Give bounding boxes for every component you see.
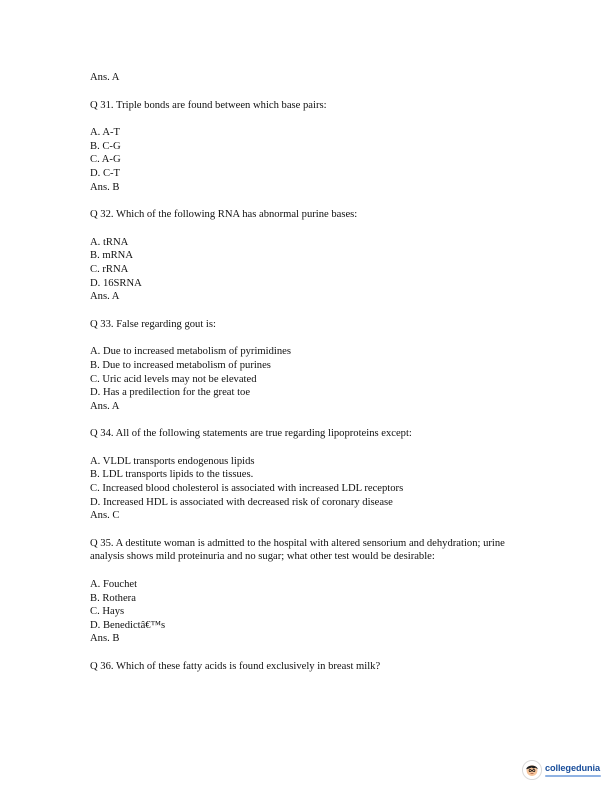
question-31-option-d: D. C-T xyxy=(90,167,121,179)
spacer xyxy=(90,564,520,578)
brand-tagline-mark xyxy=(545,775,601,777)
question-32-option-d: D. 16SRNA xyxy=(90,277,142,289)
question-35-answer: Ans. B xyxy=(90,633,120,645)
question-33-option-a: A. Due to increased metabolism of pyrimidines xyxy=(90,346,291,358)
spacer xyxy=(90,331,520,345)
question-31-prompt: Q 31. Triple bonds are found between which base pairs: xyxy=(90,99,327,111)
question-33-option-d: D. Has a predilection for the great toe xyxy=(90,387,251,399)
question-34-answer: Ans. C xyxy=(90,510,120,522)
question-34-option-a: A. VLDL transports endogenous lipids xyxy=(90,455,255,467)
question-32-answer: Ans. A xyxy=(90,291,120,303)
question-33-answer: Ans. A xyxy=(90,400,120,412)
question-32-prompt: Q 32. Which of the following RNA has abnormal purine bases: xyxy=(90,209,358,221)
question-33-option-b: B. Due to increased metabolism of purines xyxy=(90,359,271,371)
answer-line-intro: Ans. A xyxy=(90,72,120,83)
spacer xyxy=(90,304,520,318)
spacer xyxy=(90,523,520,537)
brand-name: collegedunia xyxy=(545,763,600,773)
question-31-option-c: C. A-G xyxy=(90,154,121,166)
spacer xyxy=(90,222,520,236)
brand-logo xyxy=(522,757,602,783)
question-31-answer: Ans. B xyxy=(90,181,120,193)
question-31-option-a: A. A-T xyxy=(90,127,121,139)
spacer xyxy=(90,85,520,99)
question-35-option-c: C. Hays xyxy=(90,606,125,618)
question-34-prompt: Q 34. All of the following statements are true regarding lipoproteins except: xyxy=(90,428,412,440)
question-32-option-a: A. tRNA xyxy=(90,236,129,248)
question-33-prompt: Q 33. False regarding gout is: xyxy=(90,318,216,330)
brand-text xyxy=(545,763,601,777)
spacer xyxy=(90,112,520,126)
question-35-option-a: A. Fouchet xyxy=(90,579,138,591)
question-35-prompt: Q 35. A destitute woman is admitted to the hospital with altered sensorium and dehydration; urine analysis shows mild proteinuria and no sugar; what other test would be desirable: xyxy=(90,537,505,563)
question-34-option-d: D. Increased HDL is associated with decreased risk of coronary disease xyxy=(90,496,393,508)
collegedunia-logo-icon xyxy=(522,760,542,780)
question-35-option-b: B. Rothera xyxy=(90,592,136,604)
spacer xyxy=(90,441,520,455)
question-36-prompt: Q 36. Which of these fatty acids is found exclusively in breast milk? xyxy=(90,661,381,672)
question-31-option-b: B. C-G xyxy=(90,140,121,152)
question-33-option-c: C. Uric acid levels may not be elevated xyxy=(90,373,257,385)
question-32-option-b: B. mRNA xyxy=(90,250,133,262)
question-34-option-c: C. Increased blood cholesterol is associated with increased LDL receptors xyxy=(90,483,404,495)
document-content xyxy=(90,71,520,674)
question-35-option-d: D. Benedictâ€™s xyxy=(90,619,166,631)
spacer xyxy=(90,194,520,208)
spacer xyxy=(90,413,520,427)
question-32-option-c: C. rRNA xyxy=(90,263,129,275)
spacer xyxy=(90,646,520,660)
question-34-option-b: B. LDL transports lipids to the tissues. xyxy=(90,469,254,481)
